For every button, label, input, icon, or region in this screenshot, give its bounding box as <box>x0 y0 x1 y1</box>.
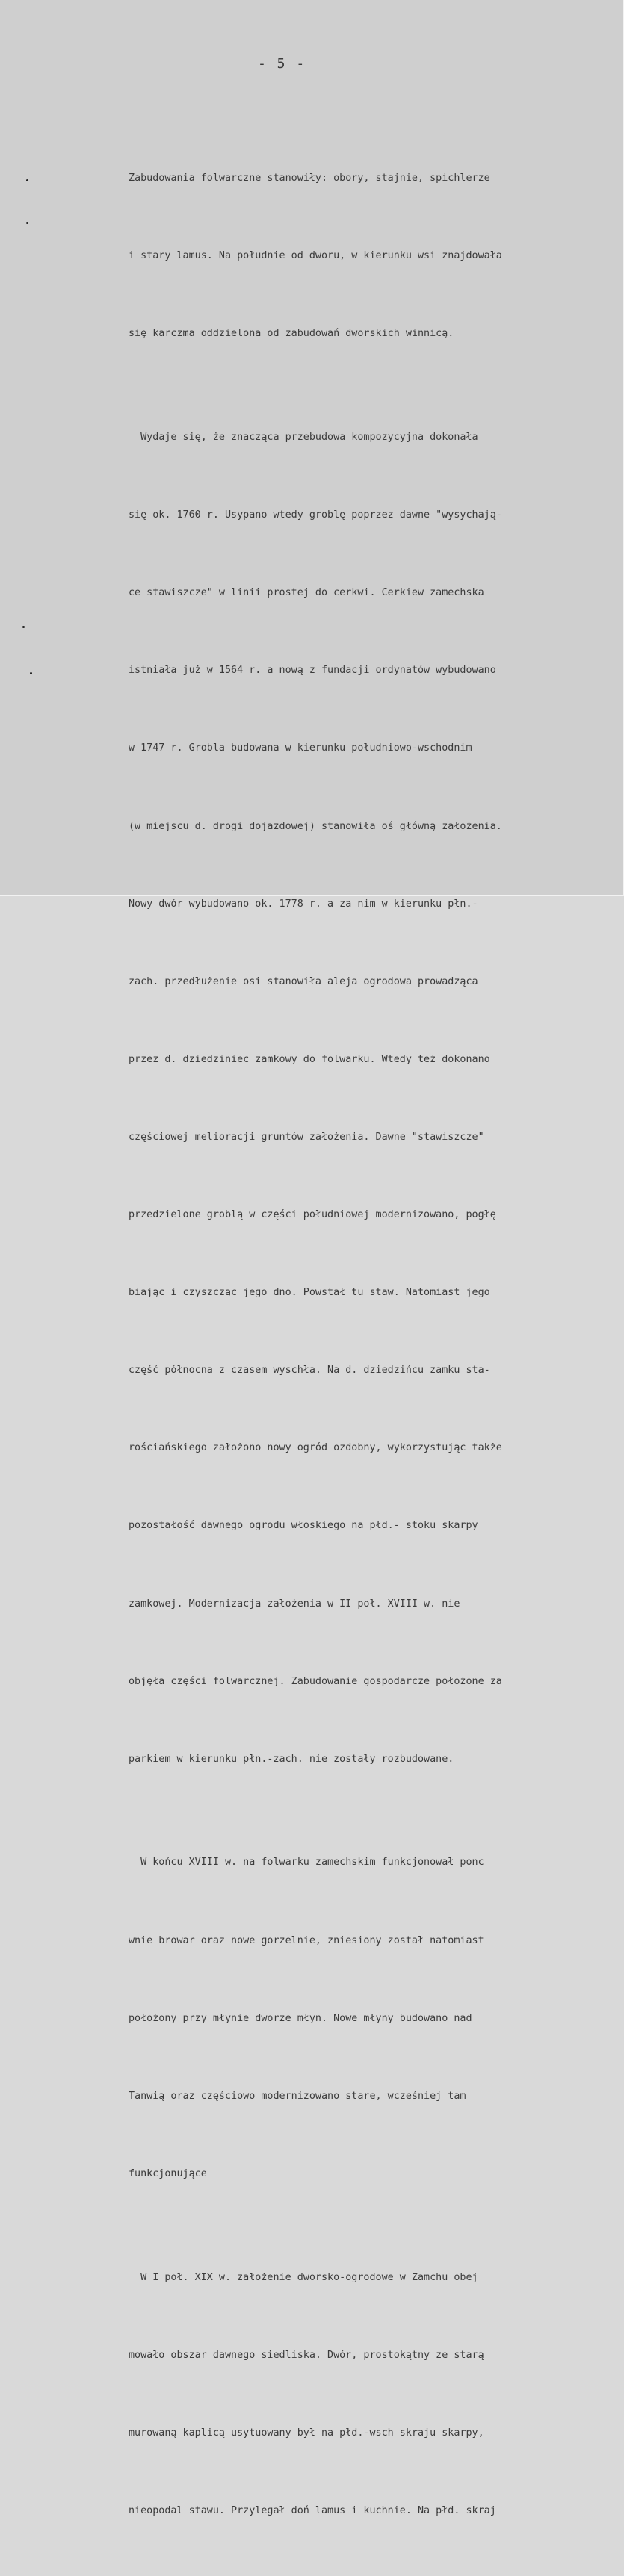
text-line: objęła części folwarcznej. Zabudowanie gospodarcze położone za <box>129 1675 502 1687</box>
text-line: rościańskiego założono nowy ogród ozdobny, wykorzystując także <box>129 1442 502 1454</box>
text-line: nieopodal stawu. Przylegał doń lamus i kuchnie. Na płd. skraj <box>129 2504 496 2516</box>
text-line: zach. przedłużenie osi stanowiła aleja ogrodowa prowadząca <box>129 975 478 987</box>
text-line: w 1747 r. Grobla budowana w kierunku południowo-wschodnim <box>129 742 472 754</box>
text-line: istniała już w 1564 r. a nową z fundacji ordynatów wybudowano <box>129 665 496 677</box>
text-line: murowaną kaplicą usytuowany był na płd.-wsch skraju skarpy, <box>129 2427 484 2439</box>
margin-mark <box>30 672 32 674</box>
text-line: (w miejscu d. drogi dojazdowej) stanowiła oś główną założenia. <box>129 820 502 832</box>
text-line: część północna z czasem wyschła. Na d. dziedzińcu zamku sta- <box>129 1365 490 1377</box>
text-line: częściowej melioracji gruntów założenia. Dawne "stawiszcze" <box>129 1131 484 1143</box>
text-line: biając i czyszcząc jego dno. Powstał tu staw. Natomiast jego <box>129 1287 490 1299</box>
text-line: wnie browar oraz nowe gorzelnie, zniesiony został natomiast <box>129 1934 484 1946</box>
text-line: i stary lamus. Na południe od dworu, w kierunku wsi znajdowała <box>129 250 502 262</box>
text-line: ce stawiszcze" w linii prostej do cerkwi. Cerkiew zamechska <box>129 587 484 599</box>
margin-mark <box>26 179 28 181</box>
text-line: W I poł. XIX w. założenie dworsko-ogrodowe w Zamchu obej <box>129 2271 478 2283</box>
page-number: - 5 - <box>258 56 306 72</box>
text-line: zamkowej. Modernizacja założenia w II poł. XVIII w. nie <box>129 1598 460 1610</box>
text-line: Wydaje się, że znacząca przebudowa kompozycyjna dokonała <box>129 432 478 444</box>
text-line: przez d. dziedziniec zamkowy do folwarku. Wtedy też dokonano <box>129 1053 490 1065</box>
text-line: funkcjonujące <box>129 2167 207 2179</box>
text-line: się ok. 1760 r. Usypano wtedy groblę poprzez dawne "wysychają- <box>129 509 502 521</box>
text-line: Tanwią oraz częściowo modernizowano stare, wcześniej tam <box>129 2090 466 2102</box>
text-line: położony przy młynie dworze młyn. Nowe młyny budowano nad <box>129 2012 472 2024</box>
text-line: Nowy dwór wybudowano ok. 1778 r. a za nim w kierunku płn.- <box>129 898 478 910</box>
text-line: się karczma oddzielona od zabudowań dworskich winnicą. <box>129 328 454 340</box>
text-line: przedzielone groblą w części południowej modernizowano, pogłę <box>129 1209 496 1221</box>
margin-mark <box>22 626 25 628</box>
margin-mark <box>26 222 28 224</box>
text-line: mowało obszar dawnego siedliska. Dwór, prostokątny ze starą <box>129 2349 484 2361</box>
text-line: pozostałość dawnego ogrodu włoskiego na płd.- stoku skarpy <box>129 1520 478 1532</box>
text-line: parkiem w kierunku płn.-zach. nie zostały rozbudowane. <box>129 1753 454 1765</box>
text-line: Zabudowania folwarczne stanowiły: obory, stajnie, spichlerze <box>129 173 490 184</box>
text-line: W końcu XVIII w. na folwarku zamechskim funkcjonował ponc <box>129 1857 484 1869</box>
body-text <box>129 88 622 2576</box>
